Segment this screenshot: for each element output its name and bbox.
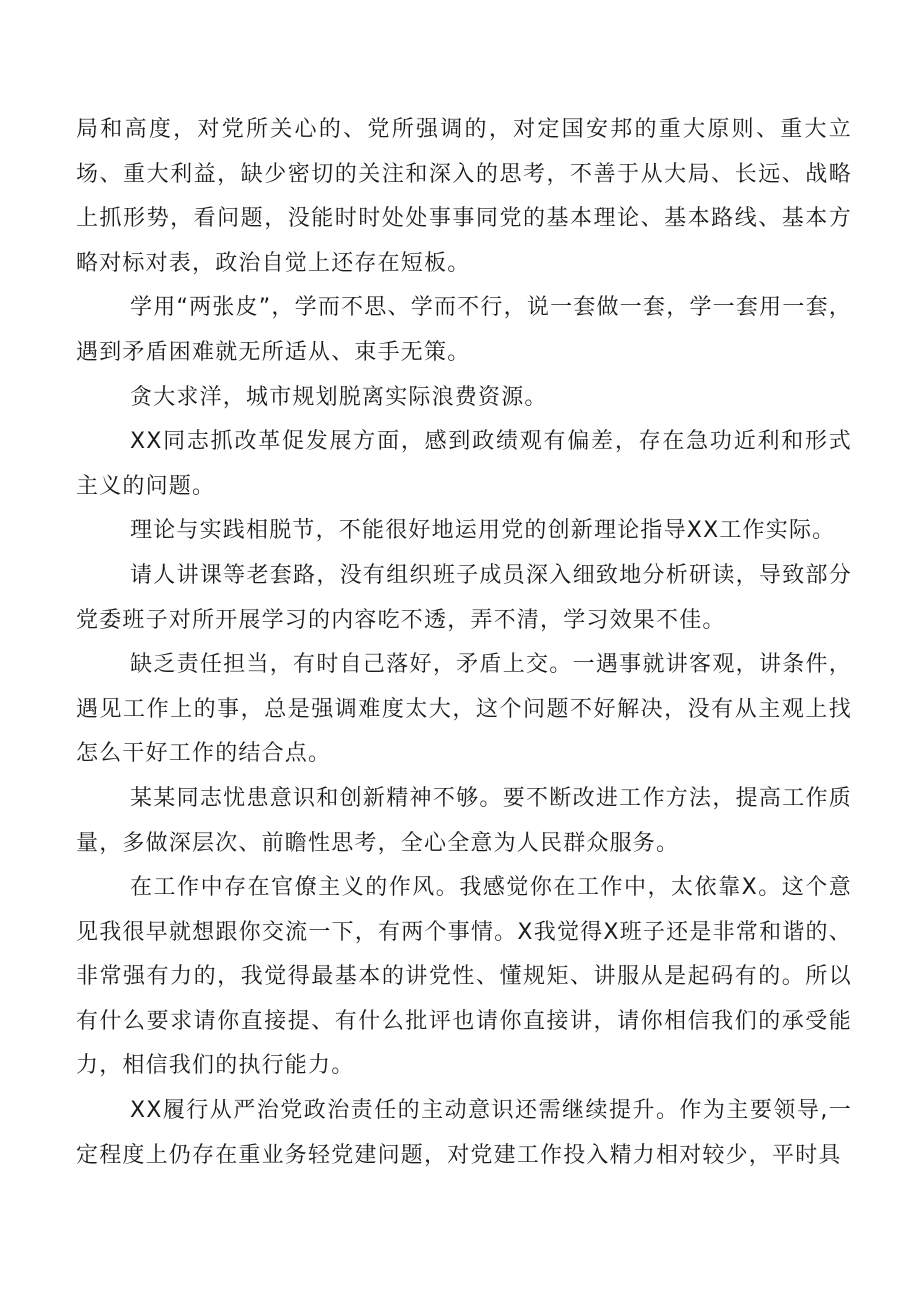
paragraph: 缺乏责任担当，有时自己落好，矛盾上交。一遇事就讲客观，讲条件，遇见工作上的事，总是强调难度太大，这个问题不好解决，没有从主观上找怎么干好工作的结合点。 — [76, 652, 852, 767]
paragraph: 贪大求洋，城市规划脱离实际浪费资源。 — [130, 384, 548, 410]
paragraph: 在工作中存在官僚主义的作风。我感觉你在工作中，太依靠X。这个意见我很早就想跟你交流一下，有两个事情。X我觉得X班子还是非常和谐的、非常强有力的，我觉得最基本的讲党性、懂规矩、讲服从是起码有的。所以有什么要求请你直接提、有什么批评也请你直接讲，请你相信我们的承受能力，相信我们的执行能力。 — [76, 875, 852, 1079]
paragraph: XX履行从严治党政治责任的主动意识还需继续提升。作为主要领导,一定程度上仍存在重业务轻党建问题，对党建工作投入精力相对较少，平时具 — [76, 1098, 852, 1168]
document-body — [76, 108, 852, 1178]
paragraph: 请人讲课等老套路，没有组织班子成员深入细致地分析研读，导致部分党委班子对所开展学习的内容吃不透，弄不清，学习效果不佳。 — [76, 562, 852, 633]
paragraph: 学用“两张皮”，学而不思、学而不行，说一套做一套，学一套用一套，遇到矛盾困难就无所适从、束手无策。 — [76, 295, 852, 365]
paragraph: XX同志抓改革促发展方面，感到政绩观有偏差，存在急功近利和形式主义的问题。 — [76, 429, 852, 499]
paragraph: 理论与实践相脱节，不能很好地运用党的创新理论指导XX工作实际。 — [130, 518, 836, 544]
paragraph: 某某同志忧患意识和创新精神不够。要不断改进工作方法，提高工作质量，多做深层次、前瞻性思考，全心全意为人民群众服务。 — [76, 785, 852, 856]
paragraph: 局和高度，对党所关心的、党所强调的，对定国安邦的重大原则、重大立场、重大利益，缺少密切的关注和深入的思考，不善于从大局、长远、战略上抓形势，看问题，没能时时处处事事同党的基本理论、基本路线、基本方略对标对表，政治自觉上还存在短板。 — [76, 117, 852, 276]
